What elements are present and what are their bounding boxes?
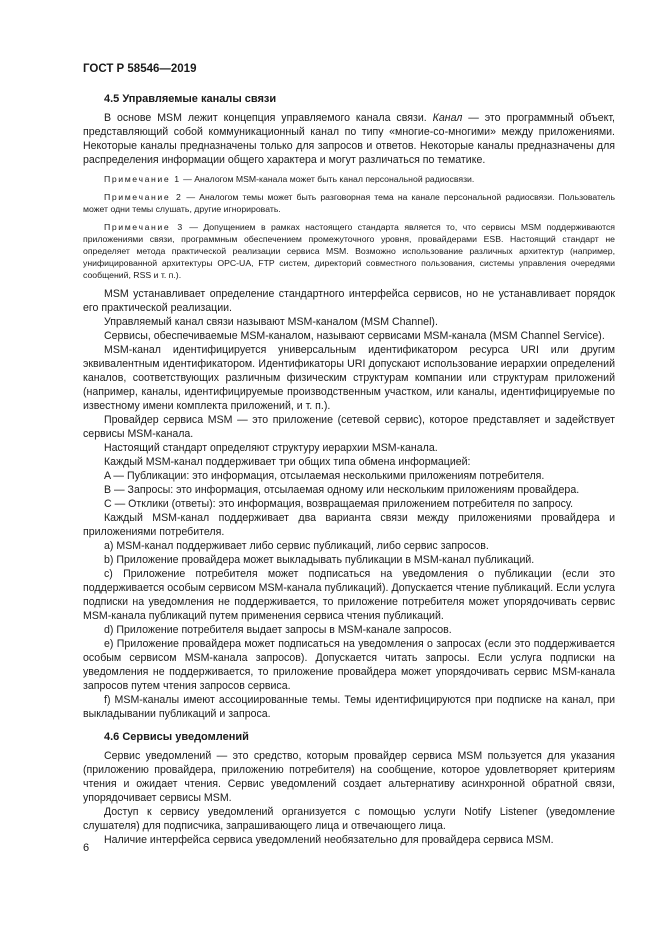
- note-text: — Аналогом MSM-канала может быть канал персональной радиосвязи.: [180, 174, 475, 184]
- list-item: f) MSM-каналы имеют ассоциированные темы. Темы идентифицируются при подписке на канал, при выкладывании публикаций и запроса.: [83, 694, 615, 720]
- list-item: C — Отклики (ответы): это информация, возвращаемая приложением потребителя по запросу.: [104, 498, 574, 510]
- paragraph: Каждый MSM-канал поддерживает два варианта связи между приложениями провайдера и приложениями потребителя.: [83, 512, 615, 538]
- paragraph: Провайдер сервиса MSM — это приложение (сетевой сервис), которое представляет и задействует сервисы MSM-канала.: [83, 414, 615, 440]
- document-code-header: ГОСТ Р 58546—2019: [83, 63, 197, 75]
- section-heading-4-6: 4.6 Сервисы уведомлений: [104, 731, 249, 743]
- list-item: b) Приложение провайдера может выкладывать публикации в MSM-канал публикаций.: [104, 554, 535, 566]
- note-3: [83, 221, 615, 281]
- paragraph: Наличие интерфейса сервиса уведомлений необязательно для провайдера сервиса MSM.: [104, 834, 554, 846]
- term-channel: Канал: [432, 112, 463, 124]
- paragraph-text: — это программный объект, представляющий собой коммуникационный канал по типу «многие-со-многими» между приложениями. Некоторые каналы предназначены только для запросов и ответов. Некоторые каналы предназначены для распределения информации общего характера и могут различаться по тематике.: [83, 112, 615, 166]
- section-heading-4-5: 4.5 Управляемые каналы связи: [104, 93, 277, 105]
- list-item: e) Приложение провайдера может подписаться на уведомления о запросах (если это поддерживается особым сервисом MSM-канала запросов). Допускается читать запросы. Если услуга подписки на уведомления не поддерживается, то приложение провайдера может упорядочивать сервис MSM-канала запросов путем чтения запросов сервиса.: [83, 638, 615, 692]
- paragraph: Каждый MSM-канал поддерживает три общих типа обмена информацией:: [104, 456, 471, 468]
- paragraph-text: В основе MSM лежит концепция управляемого канала связи.: [104, 112, 433, 124]
- paragraph: Сервисы, обеспечиваемые MSM-каналом, называют сервисами MSM-канала (MSM Channel Service).: [104, 330, 605, 342]
- paragraph: Сервис уведомлений — это средство, которым провайдер сервиса MSM пользуется для указания (приложению провайдера, приложению потребителя) на сообщение, которое удовлетворяет критериям чтения и ожидает чтения. Сервис уведомлений создает альтернативу асинхронной обратной связи, упорядочивает сервисы MSM.: [83, 750, 615, 804]
- paragraph: MSM-канал идентифицируется универсальным идентификатором ресурса URI или другим эквивалентным идентификатором. Идентификаторы URI допускают использование иерархии определений каналов, соответствующих различным физическим структурам компании или структурам приложений (например, каналы, идентифицируемые производственным участком, или каналы, идентифицируемые по известному имени комплекта приложений, и т. п.).: [83, 344, 615, 412]
- note-label: Примечание 2: [104, 192, 183, 202]
- page-number: 6: [83, 842, 90, 854]
- note-2: [83, 191, 615, 215]
- paragraph: Настоящий стандарт определяют структуру иерархии MSM-канала.: [104, 442, 438, 454]
- list-item: c) Приложение потребителя может подписаться на уведомления о публикации (если это поддерживается особым сервисом MSM-канала публикаций). Допускается чтение публикаций. Если услуга подписки на уведомления не поддерживается, то приложение потребителя может упорядочивать сервис MSM-канала публикаций путем применения сервиса чтения публикаций.: [83, 568, 615, 622]
- list-item: a) MSM-канал поддерживает либо сервис публикаций, либо сервис запросов.: [104, 540, 489, 552]
- note-label: Примечание 3: [104, 222, 184, 232]
- list-item: d) Приложение потребителя выдает запросы в MSM-канале запросов.: [104, 624, 452, 636]
- note-text: — Допущением в рамках настоящего стандарта является то, что сервисы MSM поддерживаются приложениями связи, программным обеспечением промежуточного уровня, провайдерами ESB. Настоящий стандарт не определяет метода практической реализации сервиса MSM. Возможно использование различных архитектур (например, унифицированной архитектуры OPC-UA, FTP систем, директорий совместного пользования, системы управления очередями сообщений, RSS и т. п.).: [83, 222, 615, 280]
- paragraph-channel-concept: [83, 111, 615, 167]
- page-content: [83, 92, 615, 847]
- paragraph: MSM устанавливает определение стандартного интерфейса сервисов, но не устанавливает порядок его практической реализации.: [83, 288, 615, 314]
- paragraph: Управляемый канал связи называют MSM-каналом (MSM Channel).: [104, 316, 438, 328]
- note-label: Примечание 1: [104, 174, 181, 184]
- note-text: — Аналогом темы может быть разговорная тема на канале персональной радиосвязи. Пользователь может одни темы слушать, другие игнорировать.: [83, 192, 615, 214]
- paragraph: Доступ к сервису уведомлений организуется с помощью услуги Notify Listener (уведомление слушателя) для подписчика, запрашивающего лица и отвечающего лица.: [83, 806, 615, 832]
- list-item: A — Публикации: это информация, отсылаемая несколькими приложениям потребителя.: [104, 470, 545, 482]
- list-item: B — Запросы: это информация, отсылаемая одному или нескольким приложениям провайдера.: [104, 484, 580, 496]
- note-1: [83, 173, 615, 185]
